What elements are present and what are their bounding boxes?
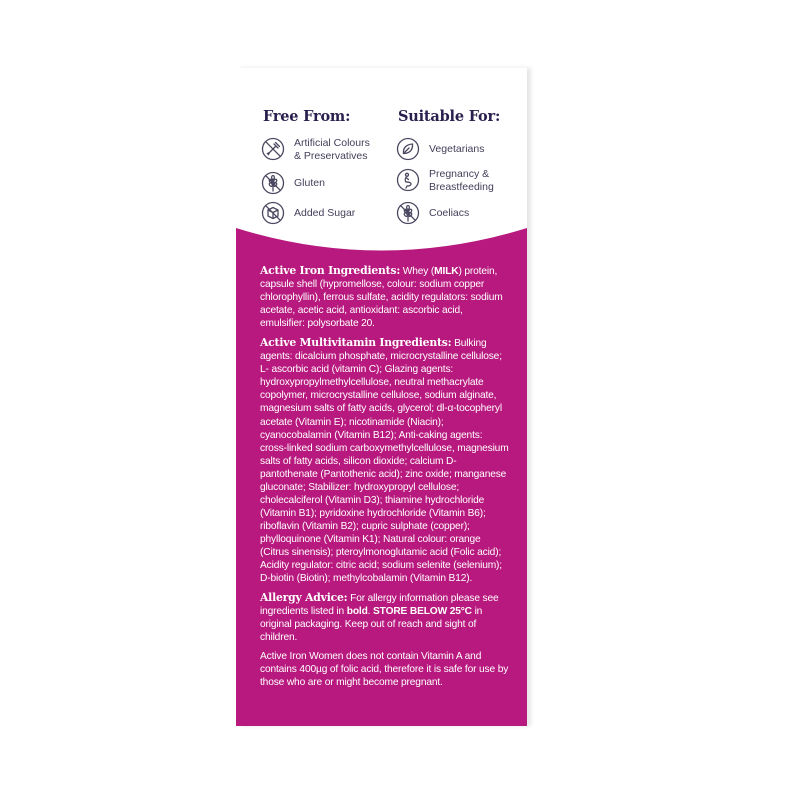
suitable-for-heading: Suitable For: <box>398 108 501 125</box>
free-from-label: Artificial Colours & Preservatives <box>294 137 370 162</box>
folic-acid-note: Active Iron Women does not contain Vitamin A and contains 400µg of folic acid, therefore it is safe for use by those who are or might become pregnant. <box>260 651 509 689</box>
allergy-advice-heading: Allergy Advice: <box>260 591 348 605</box>
leaf-icon <box>396 137 420 161</box>
ingredients-text <box>260 264 510 695</box>
pregnancy-icon <box>396 169 420 193</box>
active-multivitamin-heading: Active Multivitamin Ingredients: <box>260 336 452 350</box>
no-sugar-cube-icon <box>261 201 285 225</box>
free-from-label: Gluten <box>294 176 325 189</box>
suitable-for-label: Vegetarians <box>429 142 485 155</box>
allergen-milk: MILK <box>434 266 459 277</box>
allergy-text: For allergy information please see ingredients listed in <box>260 593 499 618</box>
suitable-for-item-coeliacs <box>396 201 469 225</box>
suitable-for-item-pregnancy <box>396 168 494 194</box>
free-from-item-colours <box>261 137 370 163</box>
suitable-for-label: Pregnancy & Breastfeeding <box>429 168 494 193</box>
free-from-heading: Free From: <box>263 108 351 125</box>
no-dropper-icon <box>261 138 285 162</box>
active-iron-heading: Active Iron Ingredients: <box>260 264 401 277</box>
active-multivitamin-paragraph <box>260 336 510 585</box>
crossed-grain-icon <box>396 201 420 225</box>
storage-instruction: STORE BELOW 25°C <box>373 606 472 618</box>
allergy-text-mid: . <box>367 606 374 618</box>
active-iron-text-cont: ) protein, capsule shell (hypromellose, colour: sodium copper chlorophyllin), ferrous sulfate, acidity regulators: sodium acetate, acetic acid, antioxidant: ascorbic acid, emulsifier: polysorbate 20. <box>260 266 503 330</box>
free-from-item-gluten <box>261 171 325 195</box>
allergy-bold-word: bold <box>346 606 368 618</box>
allergy-advice-paragraph <box>260 591 510 644</box>
active-iron-paragraph <box>260 264 510 330</box>
free-from-item-sugar <box>261 201 355 225</box>
no-wheat-icon <box>261 171 285 195</box>
active-iron-text: Whey ( <box>400 266 435 277</box>
suitable-for-item-vegetarians <box>396 137 484 161</box>
product-box-back-panel <box>236 68 527 726</box>
active-multivitamin-text: Bulking agents: dicalcium phosphate, microcrystalline cellulose; L- ascorbic acid (vitamin C); Glazing agents: hydroxypropylmethylcellulose, neutral methacrylate copolymer, microcrystalline cellulose, sodium alginate, magnesium salts of fatty acids, glycerol; dl-α-tocopheryl acetate (Vitamin E); nicotinamide (Niacin); cyanocobalamin (Vitamin B12); Anti-caking agents: cross-linked sodium carboxymethylcellulose, magnesium salts of fatty acids, silicon dioxide; calcium D-pantothenate (Pantothenic acid); zinc oxide; manganese gluconate; Stabilizer: hydroxypropyl cellulose; cholecalciferol (Vitamin D3); thiamine hydrochloride (Vitamin B1); pyridoxine hydrochloride (Vitamin B6); riboflavin (Vitamin B2); cupric sulphate (copper); phylloquinone (Vitamin K1); Natural colour: orange (Citrus sinensis); pteroylmonoglutamic acid (Folic acid); Acidity regulator: citric acid; sodium selenite (selenium); D-biotin (Biotin); methylcobalamin (Vitamin B12). <box>260 338 509 585</box>
allergy-text-cont: in original packaging. Keep out of reach and sight of children. <box>260 606 483 644</box>
suitable-for-label: Coeliacs <box>429 206 470 219</box>
free-from-label: Added Sugar <box>294 206 356 219</box>
